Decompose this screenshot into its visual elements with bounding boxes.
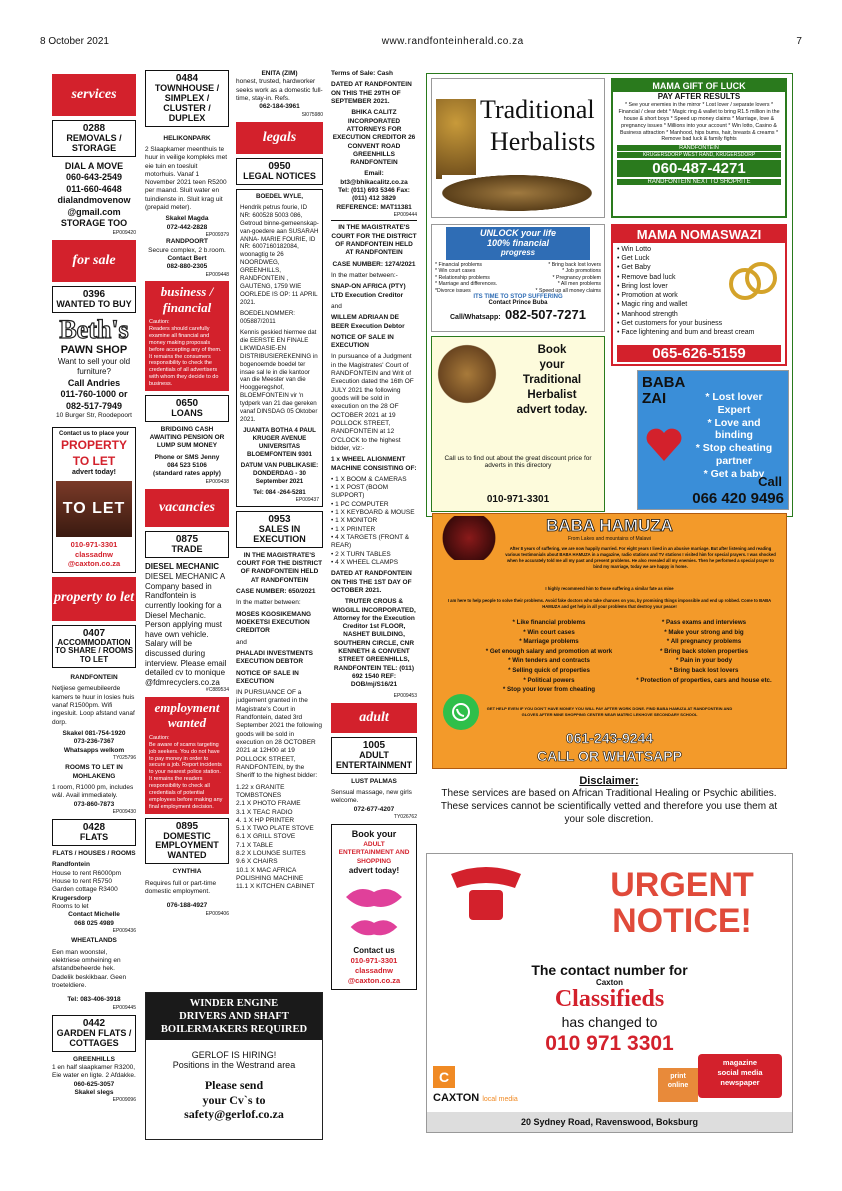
ad-phone: 060-625-3057	[73, 1080, 115, 1088]
hamuza-item: * All pregnancy problems	[666, 638, 742, 646]
unlock-item: * Win court cases	[435, 268, 476, 275]
unlock-item: * Pregnancy problem	[552, 274, 601, 281]
ref-code: SI075980	[301, 111, 323, 118]
class-loans: 0650 LOANS	[145, 395, 229, 422]
ad-heading: GREENHILLS	[73, 1055, 115, 1063]
hamuza-item: * Political powers	[523, 676, 575, 684]
class-domestic: 0895 DOMESTIC EMPLOYMENT WANTED	[145, 818, 229, 865]
case-number: CASE NUMBER: 650/2021	[236, 588, 316, 596]
ref-code: EP009096	[112, 1097, 136, 1104]
gerlof-sub: Positions in the Westrand area	[172, 1060, 296, 1071]
sale-item: 7.1 X TABLE	[236, 841, 273, 849]
ref-code: TY026762	[393, 814, 417, 821]
baba-zai-item: binding	[715, 429, 753, 442]
unlock-list-left	[435, 262, 497, 295]
section-services: services	[52, 74, 136, 116]
sale-item: • 1 X POST (BOOM SUPPORT)	[331, 484, 389, 500]
baba-zai-ad: BABA ZAI * Lost lover Expert * Love and binding * Stop cheating partner * Get a baby Call 066 420 9496	[637, 370, 789, 510]
hamuza-item: * Selling quick of properties	[508, 667, 590, 675]
ad-heading: DIESEL MECHANIC	[145, 562, 220, 572]
unlock-item: * Relationship problems	[435, 274, 490, 281]
mama-nomaswazi-item: • Promotion at work	[617, 292, 678, 300]
ad-contact: Contact Bert	[167, 255, 207, 263]
mortar-image	[436, 343, 498, 405]
baba-zai-item: * Lost lover	[705, 391, 763, 403]
ad-body: 1 room, R1000 pm, includes w&l. Avail immediately.	[52, 783, 134, 800]
ad-heading: IN THE MAGISTRATE'S COURT FOR THE DISTRICT OF RANDFONTEIN HELD AT RANDFONTEIN	[331, 224, 417, 257]
mama-nomaswazi-ad: MAMA NOMASWAZI • Win Lotto • Get Luck • Get Baby • Remove bad luck • Bring lost lover • Promotion at work • Magic ring and wallet • Manhood strength • Get customers for your business • Face lightening and bum and breast cream 065-626-5159	[611, 224, 787, 366]
dial-a-move-ad: DIAL A MOVE 060-643-2549 011-660-4648 dialandmovenow @gmail.com STORAGE TOO	[57, 160, 131, 229]
class-garden-flats: 0442 GARDEN FLATS / COTTAGES	[52, 1015, 136, 1052]
ad-body: DIESEL MECHANIC A Company based in Randfontein is currently looking for a Diesel Mechanic. Person applying must have own vehicle. Salary will be discussed during interview. Please email detailed cv to monique @fdmrecyclers.co.za	[145, 572, 227, 687]
beths-pawn-ad: Beth's PAWN SHOP Want to sell your old furniture? Call Andries 011-760-1000 or 082-517-7949 10 Burger Str, Roodepoort	[52, 317, 136, 420]
ad-line: House to rent R5750	[52, 878, 112, 886]
ad-line: DATED AT RANDFONTEIN ON THIS THE 29TH OF SEPTEMBER 2021.	[331, 81, 412, 105]
herbalists-title-2: Herbalists	[490, 127, 596, 156]
hamuza-item: * Like financial problems	[512, 619, 586, 626]
ad-phone: 072-442-2828	[166, 223, 208, 231]
ad-body: Een man woonstel, elektriese omheining en afstandbeheerde hek. Dadelik beskikbaar. Geen troeteldiere.	[52, 948, 127, 989]
hamuza-item: * Bring back stolen properties	[659, 647, 749, 655]
caution-employment: employment wanted Caution: Be aware of scams targeting job seekers. You do not have to pay money in order to secure a job. Report incidents to your nearest police station. It remains the readers responsibility to check all credentials of potential employees before making any final employment decision.	[145, 697, 229, 814]
class-legal-notices: 0950 LEGAL NOTICES	[236, 158, 323, 185]
sale-item: 5.1 X TWO PLATE STOVE	[236, 825, 314, 833]
baba-zai-item: * Get a baby	[703, 467, 765, 480]
herbs-image	[442, 175, 592, 211]
herbalists-header	[431, 78, 605, 218]
ad-body: Sensual massage, new girls welcome.	[331, 789, 412, 805]
ad-heading: 1 x WHEEL ALIGNMENT MACHINE CONSISTING OF:	[331, 456, 417, 472]
unlock-item: * Bring back lost lovers	[548, 261, 601, 268]
ad-party: SNAP-ON AFRICA (PTY) LTD Execution Creditor	[331, 283, 406, 299]
media-badge: magazine social media newspaper	[698, 1054, 782, 1098]
baba-zai-item: partner	[715, 454, 753, 467]
column-2	[145, 70, 229, 917]
ad-phone: Tel: (011) 693 5346 Fax: (011) 412 3829	[338, 187, 410, 203]
sale-item: 9.6 X CHAIRS	[236, 858, 278, 866]
mama-nomaswazi-item: • Win Lotto	[617, 246, 651, 253]
ad-note: Whatsapps welkom	[63, 746, 125, 754]
hamuza-item: * Win tenders and contracts	[508, 657, 590, 665]
sale-item: 6.1 X GRILL STOVE	[236, 833, 296, 841]
ad-heading: HELIKONPARK	[163, 134, 211, 142]
book-adult-ad: Book your ADULT ENTERTAINMENT AND SHOPPING advert today! Contact us 010-971-3301 classadnw @caxton.co.za	[331, 824, 417, 990]
ref-code: EP009420	[112, 229, 136, 236]
sale-item: 2.1 X PHOTO FRAME	[236, 800, 301, 808]
column-1	[52, 70, 136, 1104]
unlock-item: * Marriage and differences.	[435, 281, 498, 288]
mama-nomaswazi-item: • Magic ring and wallet	[617, 301, 688, 309]
sale-item: 1.22 x GRANITE TOMBSTONES	[236, 783, 285, 799]
heart-icon	[644, 425, 684, 465]
ad-line: and	[331, 302, 342, 310]
ref-code: EP009448	[205, 271, 229, 278]
gerlof-hiring-ad	[145, 992, 323, 1140]
issue-date: 8 October 2021	[40, 36, 109, 47]
ad-heading: CYNTHIA	[172, 868, 202, 876]
hamuza-item: * Win court cases	[523, 628, 575, 636]
ad-heading: ROOMS TO LET IN MOHLAKENG	[65, 764, 123, 780]
ad-body: Requires full or part-time domestic employment.	[145, 879, 217, 895]
mama-nomaswazi-item: • Manhood strength	[617, 310, 678, 318]
baba-zai-item: Expert	[717, 403, 751, 416]
ad-phone: 073-860-7873	[73, 800, 115, 808]
ref-code: EP009436	[112, 927, 136, 934]
ad-sub: Krugersdorp	[52, 894, 92, 902]
winder-line: WINDER ENGINE	[189, 998, 279, 1009]
urgent-title-2: NOTICE!	[612, 901, 752, 940]
sale-item: 4. 1 X HP PRINTER	[236, 816, 295, 824]
mama-gift-ad: MAMA GIFT OF LUCK PAY AFTER RESULTS * See your enemies in the mirror * Lost lover / separate lovers * Financial / clear debt * Magic ring & wallet to bring R1.5 million in the house & short boys * Speed up money claims * Marriage, love & pregnancy issues * Millions into your account * Win lotto, Casino & Business attraction * Manhood, hips bums, hair, breasts & creams * Remove bad luck & family fights RANDFONTEIN KRUGERSDORP WEST RAND, KRUGERSDORP 060-487-4271 RANDFONTEIN NEXT TO SHOPRITE	[611, 78, 787, 218]
class-removals: 0288 REMOVALS / STORAGE	[52, 120, 136, 157]
disclaimer-title: Disclaimer:	[579, 775, 639, 787]
gerlof-cta: your Cv`s to	[202, 1092, 266, 1107]
ad-heading: BHIKA CALITZ INCORPORATED ATTORNEYS FOR EXECUTION CREDITOR 26 CONVENT ROAD GREENHILLS RANDFONTEIN	[332, 109, 416, 167]
ad-phone: Tel: 083-406-3918	[67, 996, 121, 1004]
ad-party: PHALADI INVESTMENTS EXECUTION DEBTOR	[236, 649, 313, 666]
ad-line: Rooms to let	[52, 903, 89, 910]
ref-code: EP009406	[205, 910, 229, 917]
section-legals: legals	[236, 122, 323, 154]
to-let-sign-image: TO LET	[56, 481, 132, 537]
class-wanted: 0396 WANTED TO BUY	[52, 286, 136, 313]
property-to-let-ad: Contact us to place your PROPERTY TO LET advert today! TO LET 010-971-3301 classadnw @caxton.co.za	[52, 427, 136, 573]
caxton-logo-icon: C	[433, 1066, 455, 1088]
ad-heading: ENITA (ZIM)	[261, 70, 298, 77]
ad-line: DATED AT RANDFONTEIN ON THIS THE 1ST DAY OF OCTOBER 2021.	[331, 570, 412, 594]
ad-phone: 073-236-7367	[73, 738, 115, 746]
urgent-classifieds: Classifieds	[554, 986, 665, 1012]
class-adult-entertainment: 1005 ADULT ENTERTAINMENT	[331, 737, 417, 774]
page-number: 7	[796, 36, 802, 47]
ad-phone: 062-184-3961	[259, 103, 300, 111]
urgent-changed: has changed to	[561, 1014, 658, 1030]
mama-nomaswazi-item: • Bring lost lover	[617, 282, 668, 290]
caxton-address: 20 Sydney Road, Ravenswood, Boksburg	[427, 1112, 792, 1132]
ad-line: House to rent R6000pm	[52, 869, 122, 877]
sale-item: 10.1 X MAC AFRICA POLISHING MACHINE	[236, 866, 304, 883]
baba-hamuza-ad: BABA HAMUZA From Lakes and mountains of Malawi After 8 years of suffering, we are now happily married. For eight years I lived in an abusive marriage. But after listening and reading various testimonials about BABA HAMUZA in a magazine, radio stations and TV stations I visited him for special prayers. I was shocked when he accurately told me all my past and present problems. He also revealed all my enemies. Then he performed a special prayer to bind my marriage, today we are happy in home. I highly recommend him to those suffering a similar fate as mine I am here to help people to solve their problems. Avoid fake doctors who take chances on you, by promising things impossible and end up robbed. Come to BABA HAMUZA and get help in all your problems that destroy your peace! * Like financial problems * Win court cases * Marriage problems * Get enough salary and promotion at work * Win tenders and contracts * Selling quick of properties * Political powers * Stop your lover from cheating * Pass exams and interviews * Make your strong and big * All pregnancy problems * Bring back stolen properties * Pain in your body * Bring back lost lovers * Protection of properties, cars and house etc. GET HELP EVEN IF YOU DON'T HAVE MONEY YOU WILL PAY AFTER WORK DONE. FIND BABA HAMUZA AT RANDFONTEIN AND GLOVES AFTER MINE SHOPPING CENTER NEAR MATRIC LEKHOVE SECONDARY SCHOOL 061-243-9244 CALL OR WHATSAPP	[432, 513, 787, 769]
lips-icon	[336, 876, 412, 946]
ad-heading: RANDFONTEIN	[70, 674, 118, 682]
ad-line: In the matter between:	[236, 599, 301, 607]
unlock-item: * All men problems	[557, 281, 601, 288]
mama-nomaswazi-item: • Get Luck	[617, 255, 650, 263]
telephone-icon	[441, 864, 531, 924]
caution-business: business / financial Caution: Readers should carefully examine all financial and money making proposals before accepting any of them. It remains the consumers responsibility to check the credentials of all advertisers with whom they decide to do business.	[145, 281, 229, 391]
ref-code: EP009444	[393, 212, 417, 218]
ad-body: IN PURSUANCE OF a judgement granted in the Magistrate's Court in Randfontein, dated 3rd September 2021 the following goods will be sold in execution on 28 OCTOBER 2021 at 12H00 at 19 POLLOCK STREET, RANDFONTEIN, by the Sheriff to the highest bidder:	[236, 689, 323, 780]
class-sales-execution: 0953 SALES IN EXECUTION	[236, 511, 323, 548]
sale-item: 8.2 X LOUNGE SUITES	[236, 850, 306, 858]
urgent-contact-line: The contact number for	[531, 962, 688, 978]
legal-notice-boedel: BOEDEL WYLE, Hendrik petrus fourie, ID NR: 600528 5003 086, Getroud binne-gemeenskap-van-goedere aan SUSARAH ANNA- MARIE FOURIE, ID NR: 6007160182084, woonagtig te 26 NOORDWEG, GREENHILLS, RANDFONTEIN , GAUTENG, 1759 WIE OORLEDE IS OP: 11 APRIL 2021. BOEDELNOMMER: 005887/2011 Kennis geskied hiermee dat die EERSTE EN FINALE LIKWIDASIE-EN DISTRIBUSIEREKENING in bogenoemde boedel ter insae sal le in die kantoor van die Meester van die Hooggeregshof, BLOEMFONTEIN vir 'n tydperk van 21 dae gereken vanaf DINSDAG 05 Oktober 2021. JUANITA BOTHA 4 PAUL KRUGER AVENUE UNIVERSITAS BLOEMFONTEIN 9301 DATUM VAN PUBLIKASIE: DONDERDAG - 30 September 2021 Tel: 084 -264-5281 EP009437	[236, 189, 323, 507]
hamuza-item: * Stop your lover from cheating	[502, 686, 596, 694]
ad-line: Terms of Sale: Cash	[331, 70, 394, 77]
urgent-phone: 010 971 3301	[545, 1032, 674, 1055]
ad-email: Email: bt3@bhikacalitz.co.za	[340, 170, 408, 186]
ad-heading: LUST PALMAS	[351, 777, 397, 785]
ad-body: honest, trusted, hardworker seeks work as a domestic full-time, stay-in. Refs.	[236, 78, 323, 102]
hamuza-item: * Pass exams and interviews	[661, 619, 747, 626]
hamuza-item: * Bring back lost lovers	[669, 667, 739, 675]
sale-item: 11.1 X KITCHEN CABINET	[236, 883, 315, 891]
unlock-item: * Speed up all money claims	[535, 287, 601, 294]
ad-body: In pursuance of a Judgment in the Magistrates' Court of RANDFONTEIN and Writ of Execution dated the 16th OF JULY 2021 the following goods will be sold in execution on the 28 OF OCTOBER 2021 at 19 POLLOCK STREET, RANDFONTEIN at 12 O'CLOCK to the highest bidder, viz:-	[331, 353, 414, 452]
section-adult: adult	[331, 703, 417, 733]
ad-heading: FLATS / HOUSES / ROOMS	[52, 850, 136, 858]
gerlof-cta: Please send	[204, 1078, 264, 1093]
ad-line: Garden cottage R3400	[52, 886, 118, 894]
ad-phone: 068 025 4989	[74, 919, 114, 927]
ad-contact: Skakel Magda	[165, 215, 209, 223]
print-badge: print online	[658, 1068, 698, 1102]
candle-image	[436, 99, 476, 179]
ad-phone: 076-188-4927	[166, 902, 208, 910]
unlock-item: *Divorce issues	[435, 287, 471, 294]
case-number: CASE NUMBER: 1274/2021	[332, 260, 416, 268]
class-townhouse: 0484 TOWNHOUSE / SIMPLEX / CLUSTER / DUPLEX	[145, 70, 229, 127]
column-4	[331, 70, 417, 994]
section-property-to-let: property to let	[52, 577, 136, 621]
sale-item: • 1 X MONITOR	[331, 517, 378, 525]
unlock-life-ad: UNLOCK your life 100% financial progress * Financial problems * Win court cases * Relationship problems * Marriage and differences. *Divorce issues * Bring back lost lovers * Job promotions * Pregnancy problem * All men problems * Speed up all money claims ITS TIME TO STOP SUFFERING Contact Prince Buba Call/Whatsapp: 082-507-7271	[431, 224, 605, 332]
ad-contact: Contact Michelle	[68, 911, 120, 919]
winder-line: DRIVERS AND SHAFT	[179, 1011, 289, 1023]
mama-nomaswazi-item: • Get customers for your business	[617, 319, 723, 327]
page-header	[40, 36, 802, 50]
sale-item: • 4 X TARGETS (FRONT & REAR)	[331, 534, 410, 550]
ref-code: EP009438	[205, 478, 229, 485]
mama-nomaswazi-item: • Remove bad luck	[617, 273, 676, 281]
ad-party: MOSES KGOSIKEMANG MOEKETSI EXECUTION CREDITOR	[236, 610, 312, 635]
ad-body: Phone or SMS Jenny	[154, 453, 220, 461]
ad-line: In the matter between:-	[331, 271, 398, 279]
ad-line: and	[236, 638, 247, 646]
hamuza-item: * Marriage problems	[519, 638, 579, 646]
ref-code: EP009453	[393, 692, 417, 699]
class-flats: 0428 FLATS	[52, 819, 136, 846]
whatsapp-icon	[443, 694, 479, 730]
mama-nomaswazi-item: • Get Baby	[617, 264, 651, 272]
ref-code: EP009445	[112, 1004, 136, 1011]
ad-body: 1 en half slaapkamer R3200, Eie water en ligte. 2 Afdakke.	[52, 1064, 136, 1080]
ref-code: EP009379	[205, 232, 229, 238]
ref-code: #C889534	[205, 687, 229, 694]
sale-item: • 1 X KEYBOARD & MOUSE	[331, 509, 415, 517]
sale-item-list	[236, 784, 323, 892]
ad-phone: Skakel 081-754-1920	[62, 729, 126, 737]
gerlof-title: GERLOF IS HIRING!	[191, 1050, 277, 1061]
rings-icon	[725, 256, 781, 306]
urgent-notice-ad	[426, 853, 793, 1133]
sale-item-list	[331, 476, 417, 567]
ad-heading: WHEATLANDS	[71, 937, 117, 945]
ref-code: EP009430	[112, 808, 136, 815]
unlock-item: * Job promotions	[562, 268, 601, 275]
ad-sub: Randfontein	[52, 861, 90, 869]
class-trade: 0875 TRADE	[145, 531, 229, 558]
ad-body: Netjiese gemeubileerde kamers te huur in losies huis vanaf R1500pm. Wifi ingesluit. Loop afstand vanaf dorp.	[52, 685, 135, 726]
sale-item: 3.1 X TEAC RADIO	[236, 808, 293, 816]
ad-body: Secure complex, 2 b.room.	[148, 246, 226, 254]
sale-item: • 4 X WHEEL CLAMPS	[331, 558, 399, 566]
section-for-sale: for sale	[52, 240, 136, 282]
book-herbalist-ad: Book your Traditional Herbalist advert today. Call us to find out about the great discount price for adverts in this directory 010-971-3301	[431, 336, 605, 512]
disclaimer	[430, 775, 788, 835]
unlock-list-right	[536, 262, 601, 295]
sale-item: • 2 X TURN TABLES	[331, 550, 391, 558]
hamuza-item: * Get enough salary and promotion at work	[485, 647, 613, 655]
hamuza-item: * Pain in your body	[675, 657, 733, 665]
traditional-herbalists-panel	[426, 73, 793, 517]
ad-heading: NOTICE OF SALE IN EXECUTION	[236, 669, 299, 685]
ad-note: Skakel slegs	[74, 1088, 114, 1096]
ad-heading: TRUTER CROUS & WIGGILL INCORPORATED, Attorney for the Execution Creditor 1st FLOOR, NASHET BUILDING, SOUTHERN CIRCLE, CNR KENNETH & CONVENT STREET GREENHILLS, RANDFONTEIN TEL: (011) 692 1540 REF: DOB/mj/S16/21	[332, 598, 416, 689]
sale-item: • 1 X BOOM & CAMERAS	[331, 475, 407, 483]
hamuza-list-left	[469, 618, 629, 695]
sale-item: • 1 PC COMPUTER	[331, 500, 389, 508]
ad-heading: IN THE MAGISTRATE'S COURT FOR THE DISTRICT OF RANDFONTEIN HELD AT RANDFONTEIN	[236, 551, 323, 584]
gerlof-email[interactable]: safety@gerlof.co.za	[184, 1107, 284, 1122]
disclaimer-text: These services are based on African Traditional Healing or Psychic abilities. These services cannot be scientifically vetted and therefore you use them at your sole discretion.	[440, 788, 778, 825]
section-vacancies: vacancies	[145, 489, 229, 527]
ad-heading: NOTICE OF SALE IN EXECUTION	[331, 333, 394, 350]
baba-zai-item: * Love and	[707, 416, 761, 429]
baba-zai-list	[682, 391, 786, 481]
ad-heading: BRIDGING CASH AWAITING PENSION OR LUMP SUM MONEY	[149, 425, 225, 450]
class-accommodation: 0407 ACCOMMODATION TO SHARE / ROOMS TO LET	[52, 625, 136, 668]
winder-line: BOILERMAKERS REQUIRED	[160, 1024, 308, 1036]
site-url[interactable]: www.randfonteinherald.co.za	[381, 36, 524, 47]
ad-phone: 072-677-4207	[353, 805, 395, 813]
urgent-title-1: URGENT	[610, 866, 754, 904]
caxton-brand: CAXTON local media	[433, 1092, 518, 1104]
urgent-caxton: Caxton	[595, 978, 624, 987]
hamuza-list-right	[629, 618, 779, 685]
unlock-item: * Financial problems	[435, 261, 482, 268]
ad-line: REFERENCE: MAT11381	[336, 203, 412, 211]
baba-zai-item: * Stop cheating	[695, 442, 773, 455]
sale-item: • 1 X PRINTER	[331, 525, 376, 533]
ad-phone: 082-880-2305	[166, 263, 208, 271]
column-3	[236, 70, 323, 895]
ad-party: WILLEM ADRIAAN DE BEER Execution Debtor	[331, 314, 405, 330]
ad-body: 2 Slaapkamer meenthuis te huur in veilige kompleks met eie tuin en toesluit motorhuis. Vanaf 1 November 2021 teen R5200 per maand. Sluit water en tuindienste in. Sluit krag uit (prepaid meter).	[145, 145, 228, 212]
hamuza-item: * Protection of properties, cars and house etc.	[636, 676, 772, 684]
beths-logo: Beth's	[59, 315, 129, 345]
herbalists-title-1: Traditional	[480, 95, 595, 124]
ad-phone: 084 523 5106	[167, 462, 207, 470]
mama-nomaswazi-item: • Face lightening and bum and breast cream	[617, 329, 755, 337]
ref-code: TY025796	[112, 754, 136, 761]
ad-heading: RANDPOORT	[166, 238, 208, 246]
hamuza-item: * Make your strong and big	[664, 628, 744, 636]
ad-note: (standard rates apply)	[153, 470, 221, 478]
